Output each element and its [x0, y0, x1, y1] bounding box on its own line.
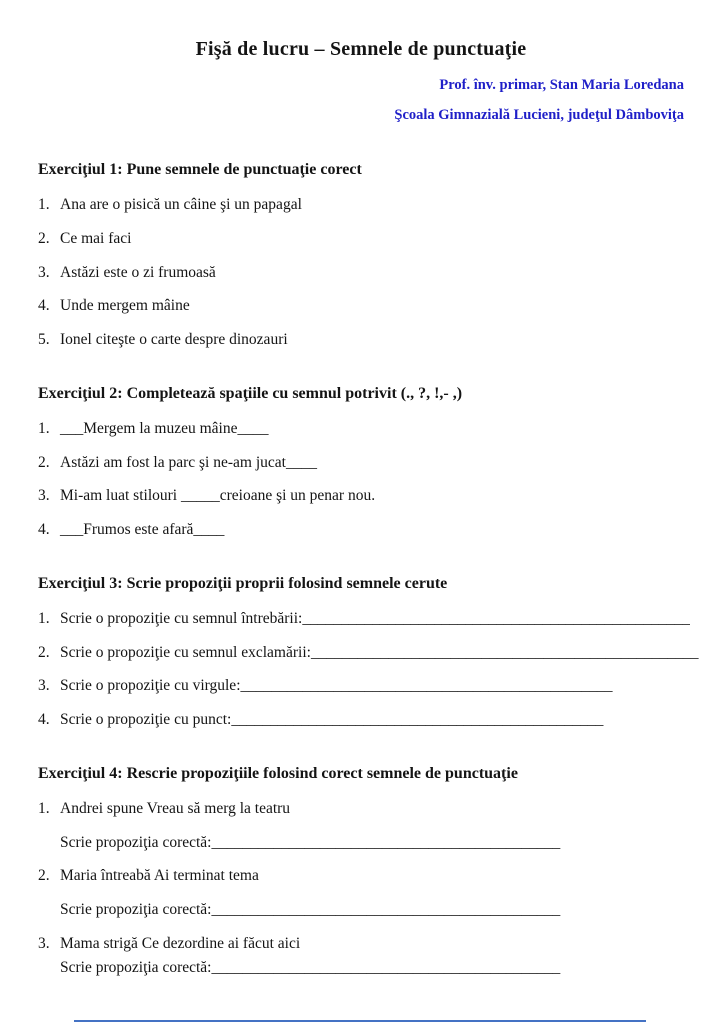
item-number: 4.: [38, 711, 50, 729]
list-item: [38, 868, 684, 884]
item-number: 1.: [38, 196, 50, 214]
item-number: 2.: [38, 453, 50, 471]
item-text: Ana are o pisică un câine şi un papagal: [60, 196, 302, 214]
exercise-3-heading: Exerciţiul 3: Scrie propoziţii proprii folosind semnele cerute: [38, 575, 448, 593]
item-text: Astăzi am fost la parc şi ne-am jucat____: [60, 453, 317, 471]
list-item: [38, 231, 684, 247]
answer-blank: __________________________________________________: [310, 643, 699, 661]
exercise-2-section: [38, 386, 684, 538]
item-prompt: Scrie o propoziţie cu semnul exclamării:: [60, 643, 311, 661]
list-item: [38, 488, 684, 504]
sub-prompt: Scrie propoziţia corectă:: [60, 958, 212, 976]
list-item: [38, 332, 684, 348]
list-item: [38, 298, 684, 314]
item-number: 2.: [38, 867, 50, 885]
item-number: 3.: [38, 263, 50, 281]
list-item: [38, 609, 690, 627]
exercise-3-section: [38, 575, 699, 729]
list-item: [38, 936, 684, 952]
answer-blank: ________________________________________________: [240, 677, 613, 695]
list-item: [38, 678, 684, 694]
item-prompt: Scrie o propoziţie cu semnul întrebării:: [60, 609, 303, 627]
item-prompt: Scrie o propoziţie cu punct:: [60, 711, 232, 729]
item-number: 4.: [38, 521, 50, 539]
item-number: 2.: [38, 643, 50, 661]
item-text: Ionel citeşte o carte despre dinozauri: [60, 331, 288, 349]
exercise-1-section: [38, 162, 684, 348]
answer-blank: ________________________________________________: [231, 711, 604, 729]
exercise-2-heading: Exerciţiul 2: Completează spaţiile cu semnul potrivit (., ?, !,- ,): [38, 385, 463, 403]
item-prompt: Scrie o propoziţie cu virgule:: [60, 677, 241, 695]
answer-blank: __________________________________________________: [302, 609, 690, 627]
exercise-1-heading: Exerciţiul 1: Pune semnele de punctuaţie corect: [38, 161, 362, 179]
item-number: 5.: [38, 331, 50, 349]
list-item: [38, 455, 684, 471]
author-block: [38, 76, 684, 124]
answer-blank: _____________________________________________: [211, 958, 561, 976]
list-item: [38, 421, 684, 437]
item-text: Astăzi este o zi frumoasă: [60, 263, 216, 281]
list-item: [38, 197, 684, 213]
item-text: Unde mergem mâine: [60, 297, 190, 315]
page-title: Fişă de lucru – Semnele de punctuaţie: [195, 38, 527, 60]
list-item: [38, 801, 684, 817]
school-line: Şcoala Gimnazială Lucieni, judeţul Dâmboviţa: [394, 107, 684, 124]
rewrite-line: [38, 960, 684, 976]
sub-prompt: Scrie propoziţia corectă:: [60, 833, 212, 851]
item-text: ___Frumos este afară____: [60, 521, 225, 539]
item-text: ___Mergem la muzeu mâine____: [60, 419, 269, 437]
item-text: Ce mai faci: [60, 229, 132, 247]
item-number: 2.: [38, 229, 50, 247]
item-number: 4.: [38, 297, 50, 315]
item-text: Maria întreabă Ai terminat tema: [60, 867, 259, 885]
item-number: 3.: [38, 934, 50, 952]
rewrite-line: [38, 902, 684, 918]
exercise-4-heading: Exerciţiul 4: Rescrie propoziţiile folosind corect semnele de punctuaţie: [38, 765, 518, 782]
list-item: [38, 522, 684, 538]
item-number: 3.: [38, 487, 50, 505]
item-number: 1.: [38, 419, 50, 437]
item-number: 1.: [38, 799, 50, 817]
exercise-4-section: [38, 766, 684, 976]
item-number: 3.: [38, 677, 50, 695]
list-item: [38, 712, 684, 728]
author-line: Prof. înv. primar, Stan Maria Loredana: [439, 77, 684, 93]
rewrite-line: [38, 835, 684, 851]
list-item: [38, 265, 684, 281]
sub-prompt: Scrie propoziţia corectă:: [60, 901, 212, 919]
item-text: Mama strigă Ce dezordine ai făcut aici: [60, 934, 301, 952]
item-number: 1.: [38, 609, 50, 627]
answer-blank: _____________________________________________: [211, 833, 561, 851]
item-text: Andrei spune Vreau să merg la teatru: [60, 799, 291, 817]
item-text: Mi-am luat stilouri _____creioane şi un penar nou.: [60, 487, 376, 505]
answer-blank: _____________________________________________: [211, 901, 561, 919]
list-item: [38, 643, 699, 661]
footer-rule: [74, 1020, 646, 1022]
